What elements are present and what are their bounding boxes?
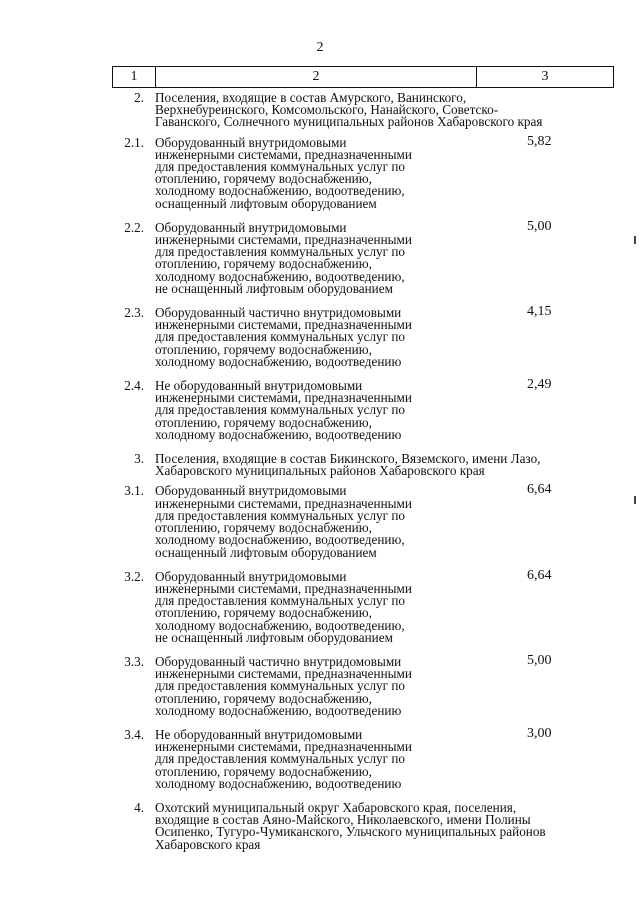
row-text: Оборудованный внутридомовыми инженерными системами, предназначенными для предоставления коммунальных услуг по отоплению, горячему водоснабжению, холодному водоснабжению, водоотведению, оснащенный лифтовым оборудованием (155, 134, 412, 211)
row-text: Оборудованный внутридомовыми инженерными системами, предназначенными для предоставления коммунальных услуг по отоплению, горячему водоснабжению, холодному водоснабжению, водоотведению, не оснащенный лифтовым оборудованием (155, 219, 412, 296)
scan-edge-mark (634, 496, 636, 504)
row-number: 2.3. (124, 305, 144, 321)
row-number: 2.4. (124, 378, 144, 394)
header-col-1: 1 (113, 67, 156, 87)
row-value: 5,00 (527, 652, 552, 668)
header-col-3: 3 (541, 69, 549, 84)
row-text: Не оборудованный внутридомовыми инженерными системами, предназначенными для предоставления коммунальных услуг по отоплению, горячему водоснабжению, холодному водоснабжению, водоотведению (155, 378, 412, 442)
row-text: Охотский муниципальный округ Хабаровского края, поселения, входящие в состав Аяно-Майского, Николаевского, имени Полины Осипенко, Тугуро-Чумиканского, Ульчского муниципальных районов Хабаровского края (155, 799, 546, 852)
row-text: Оборудованный частично внутридомовыми инженерными системами, предназначенными для предоставления коммунальных услуг по отоплению, горячему водоснабжению, холодному водоснабжению, водоотведению (155, 305, 412, 369)
table-row (0, 218, 640, 296)
row-text: Оборудованный частично внутридомовыми инженерными системами, предназначенными для предоставления коммунальных услуг по отоплению, горячему водоснабжению, холодному водоснабжению, водоотведению (155, 653, 412, 718)
row-number: 2.1. (124, 134, 144, 150)
table-row (0, 567, 640, 645)
table-row (0, 799, 640, 852)
table-row (0, 652, 640, 718)
row-text: Поселения, входящие в состав Бикинского, Вяземского, имени Лазо, Хабаровского муниципальных районов Хабаровского края (155, 451, 541, 479)
scan-edge-mark (634, 236, 636, 244)
table-row (0, 482, 640, 560)
row-number: 3. (134, 451, 144, 467)
table-row (0, 304, 640, 369)
row-number: 2.2. (124, 219, 144, 235)
table-body (0, 92, 640, 859)
row-value: 2,49 (527, 377, 552, 393)
table-row (0, 453, 640, 477)
table-row (0, 725, 640, 791)
table-row (0, 377, 640, 442)
row-value: 5,82 (527, 133, 552, 149)
row-value: 6,64 (527, 567, 552, 583)
row-text: Оборудованный внутридомовыми инженерными системами, предназначенными для предоставления коммунальных услуг по отоплению, горячему водоснабжению, холодному водоснабжению, водоотведению, оснащенный лифтовым оборудованием (155, 483, 412, 560)
row-number: 4. (134, 799, 144, 815)
row-value: 3,00 (527, 725, 552, 741)
row-text: Поселения, входящие в состав Амурского, Ванинского, Верхнебуреинского, Комсомольского, Нанайского, Советско- Гаванского, Солнечного муниципальных районов Хабаровского края (155, 90, 543, 130)
row-text: Не оборудованный внутридомовыми инженерными системами, предназначенными для предоставления коммунальных услуг по отоплению, горячему водоснабжению, холодному водоснабжению, водоотведению (155, 726, 412, 791)
header-col-2: 2 (156, 67, 477, 87)
page-number: 2 (316, 40, 324, 55)
table-row (0, 133, 640, 211)
row-value: 4,15 (527, 304, 552, 320)
table-header (112, 66, 614, 88)
row-number: 3.3. (124, 653, 144, 669)
row-number: 2. (134, 90, 144, 105)
table-row (0, 92, 640, 129)
row-number: 3.1. (124, 483, 144, 499)
row-value: 5,00 (527, 218, 552, 234)
row-text: Оборудованный внутридомовыми инженерными системами, предназначенными для предоставления коммунальных услуг по отоплению, горячему водоснабжению, холодному водоснабжению, водоотведению, не оснащенный лифтовым оборудованием (155, 568, 412, 645)
row-number: 3.4. (124, 726, 144, 742)
row-number: 3.2. (124, 568, 144, 584)
row-value: 6,64 (527, 482, 552, 498)
